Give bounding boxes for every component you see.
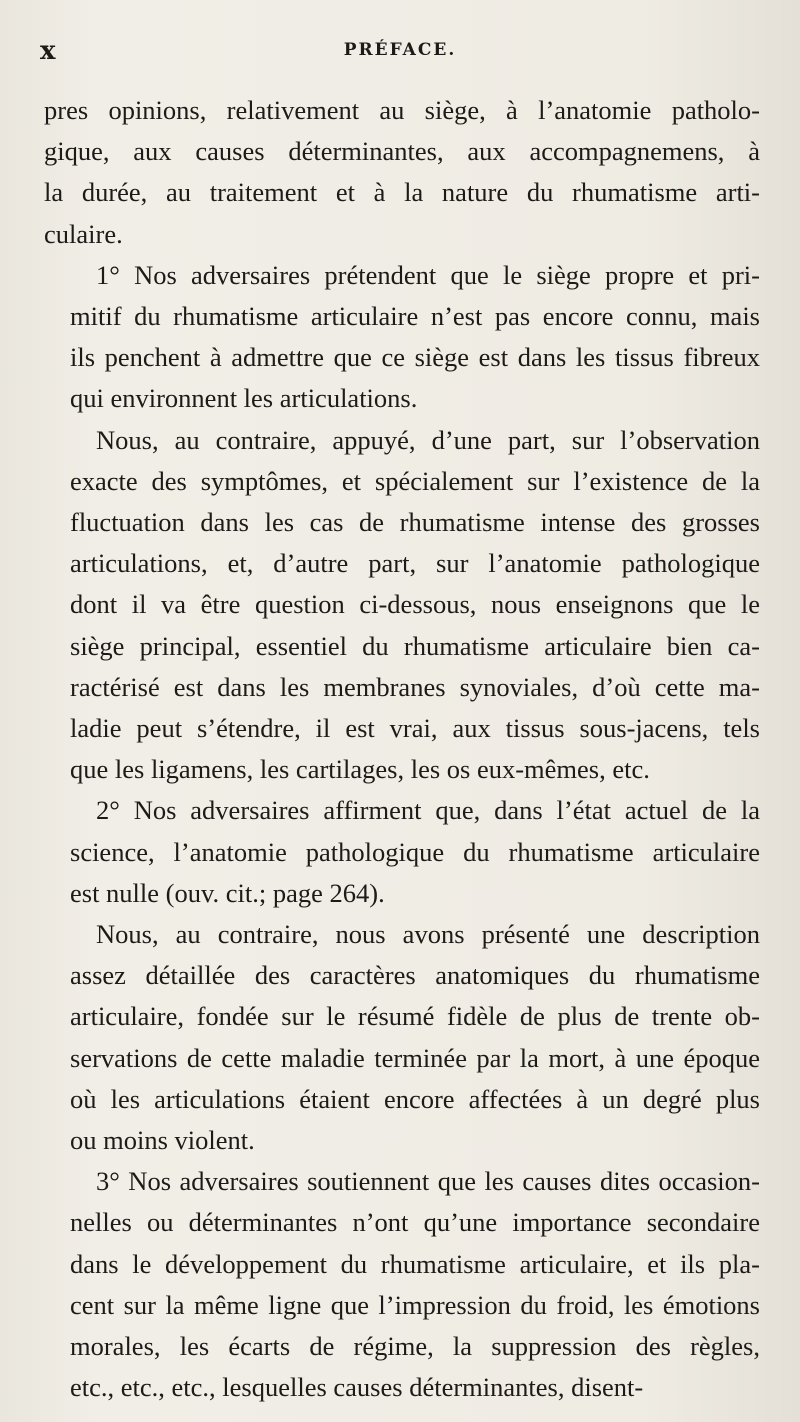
text-line: assez détaillée des caractères anatomiques du rhumatisme [70, 960, 760, 991]
text-line: qui environnent les articulations. [70, 383, 418, 414]
paragraph [44, 255, 760, 420]
text-line: culaire. [44, 218, 123, 249]
text-line: ils penchent à admettre que ce siège est dans les tissus fibreux [70, 342, 760, 373]
text-line: que les ligamens, les cartilages, les os eux-mêmes, etc. [70, 754, 650, 785]
text-line: siège principal, essentiel du rhumatisme articulaire bien ca- [70, 630, 760, 661]
text-line: 1° Nos adversaires prétendent que le siège propre et pri- [96, 259, 760, 290]
text-line: ractérisé est dans les membranes synoviales, d’où cette ma- [70, 671, 760, 702]
text-line: ladie peut s’étendre, il est vrai, aux tissus sous-jacens, tels [70, 713, 760, 744]
page-number: x [40, 36, 57, 66]
paragraph [44, 790, 760, 914]
text-line: dans le développement du rhumatisme articulaire, et ils pla- [70, 1248, 760, 1279]
text-line: Nous, au contraire, nous avons présenté une description [96, 919, 760, 950]
paragraph [44, 914, 760, 1161]
page-header [40, 36, 760, 76]
text-line: cent sur la même ligne que l’impression du froid, les émotions [70, 1289, 760, 1320]
running-head: PRÉFACE. [343, 40, 457, 60]
text-line: Nous, au contraire, appuyé, d’une part, sur l’observation [96, 424, 760, 455]
text-line: morales, les écarts de régime, la suppression des règles, [70, 1331, 760, 1362]
text-line: où les articulations étaient encore affectées à un degré plus [70, 1083, 760, 1114]
text-line: science, l’anatomie pathologique du rhumatisme articulaire [70, 836, 760, 867]
text-line: dont il va être question ci-dessous, nous enseignons que le [70, 589, 760, 620]
text-line: articulations, et, d’autre part, sur l’anatomie pathologique [70, 548, 760, 579]
text-line: est nulle (ouv. cit.; page 264). [70, 877, 385, 908]
text-line: etc., etc., etc., lesquelles causes déterminantes, disent- [70, 1372, 644, 1403]
text-line: exacte des symptômes, et spécialement sur l’existence de la [70, 465, 760, 496]
text-line: 2° Nos adversaires affirment que, dans l’état actuel de la [96, 795, 760, 826]
text-line: nelles ou déterminantes n’ont qu’une importance secondaire [70, 1207, 760, 1238]
text-line: articulaire, fondée sur le résumé fidèle de plus de trente ob- [70, 1001, 760, 1032]
text-line: mitif du rhumatisme articulaire n’est pas encore connu, mais [70, 301, 760, 332]
text-line: pres opinions, relativement au siège, à l’anatomie patholo- [44, 95, 760, 125]
text-line: la durée, au traitement et à la nature du rhumatisme arti- [44, 177, 760, 208]
text-line: 3° Nos adversaires soutiennent que les causes dites occasion- [96, 1166, 760, 1197]
paragraph [44, 90, 760, 255]
text-line: fluctuation dans les cas de rhumatisme intense des grosses [70, 507, 760, 538]
body-text [44, 90, 760, 1409]
text-line: gique, aux causes déterminantes, aux accompagnemens, à [44, 136, 760, 167]
paragraph [44, 1161, 760, 1408]
text-line: ou moins violent. [70, 1125, 255, 1156]
text-line: servations de cette maladie terminée par la mort, à une époque [70, 1042, 760, 1073]
paragraph [44, 420, 760, 791]
